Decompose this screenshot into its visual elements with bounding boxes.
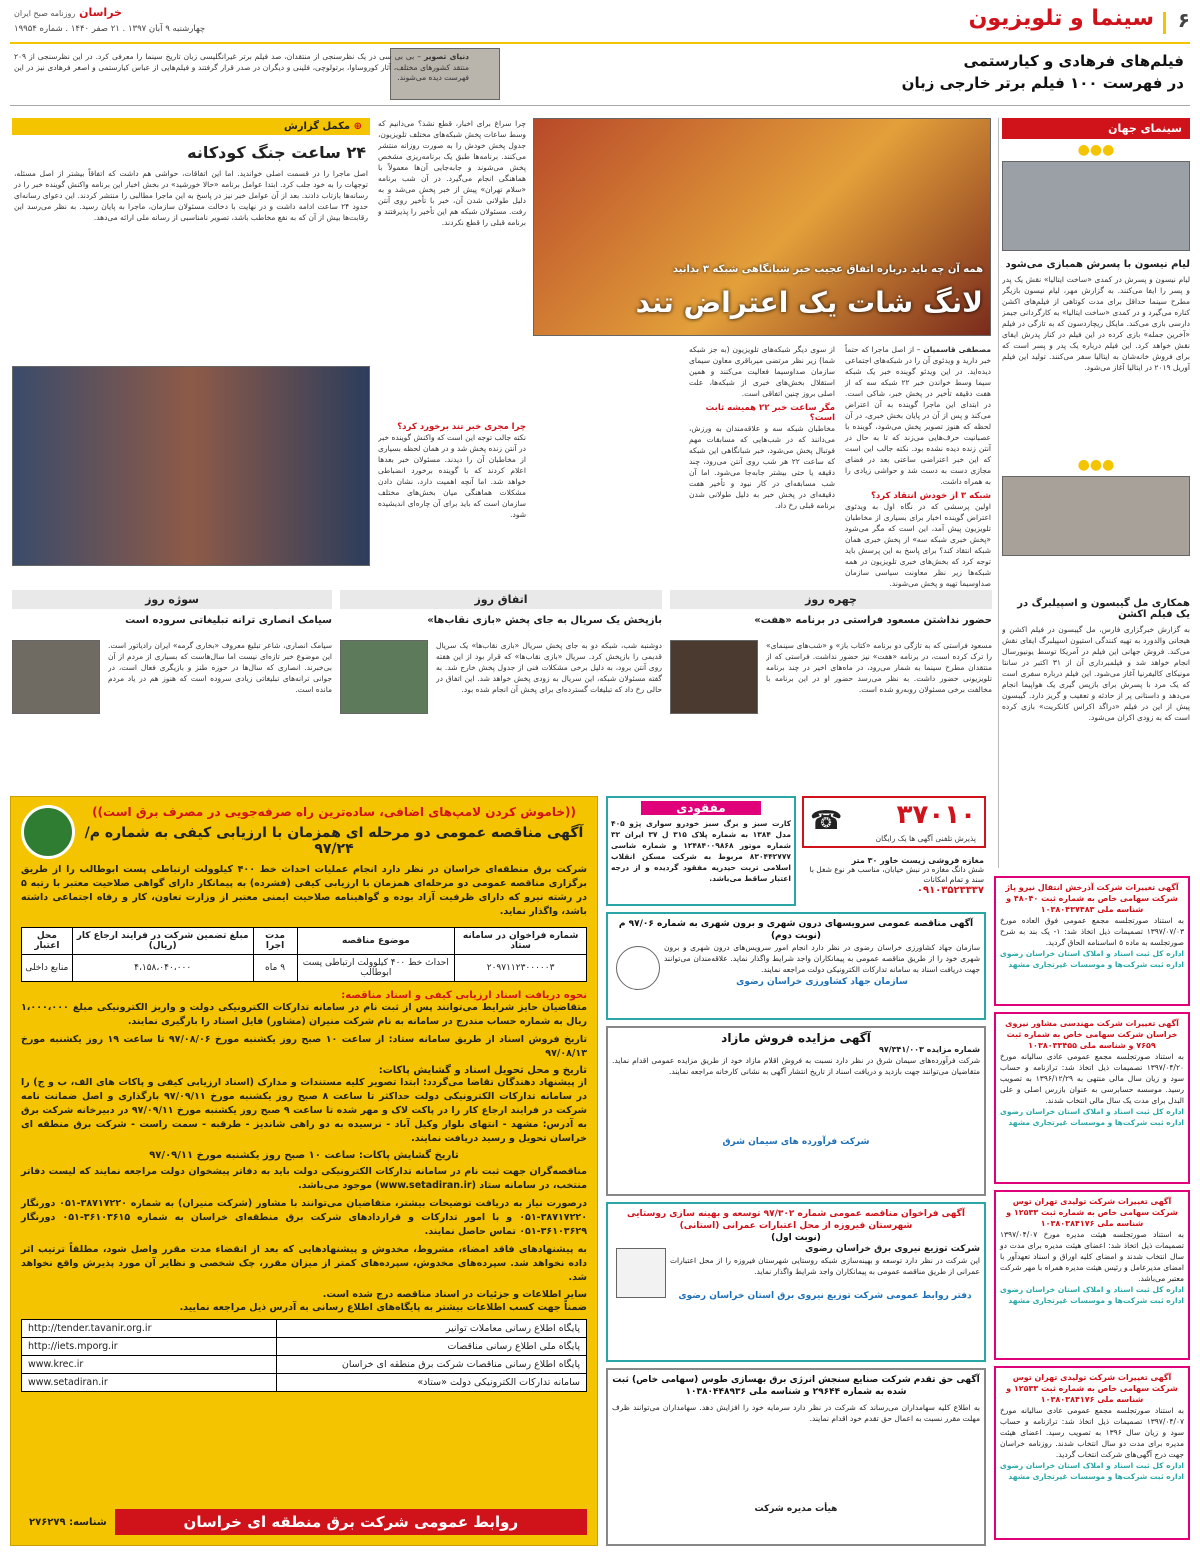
link-label: پایگاه اطلاع رسانی معاملات توانیر (276, 1320, 586, 1337)
tender-table (21, 927, 587, 982)
world-story2-body: به گزارش خبرگزاری فارس، مل گیبسون در فیلم اکشن و هیجانی والدورد به تهیه کنندگی استیون اسپیلبرگ ایفای نقش می‌کند. فروش جهانی این فیلم در آمریکا توسط یونیورسال انجام خواهد شد و فیلمبرداری آن از ۳۱ اکتبر در سانتا مونیکای کالیفرنیا آغاز می‌شود. این فیلم درباره سفری است که یک مرد با پسرش برای بازپس گیری یک هواپیما انجام می‌دهد و داستانی پر از حادثه و تعقیب و گریز دارد. گیبسون پیش از این در فیلم «دراگد اکراس کانکریت» بازی کرده است که به زودی اکران می‌شود. (1002, 625, 1190, 722)
right-ads (994, 876, 1190, 1546)
report-label-text: مکمل گزارش (283, 121, 351, 132)
tender-ad (10, 796, 598, 1546)
auction-title: آگهی مزایده فروش مازاد (721, 1031, 871, 1045)
phone-icon: ☎ (810, 806, 843, 836)
jahad-footer: سازمان جهاد کشاورزی خراسان رضوی (736, 977, 908, 987)
right-ad-title: آگهی تغییرات شرکت مهندسی مشاور نیروی خراسان شرکت سهامی خاص به شماره ثبت ۷۶۵۹ و شناسه ملی ۱۰۳۸۰۳۳۴۵۵ (1005, 1019, 1179, 1050)
right-ad (994, 1366, 1190, 1540)
tender-slogan: ((خاموش کردن لامپ‌های اضافی، ساده‌ترین راه صرفه‌جویی در مصرف برق است)) (92, 805, 576, 819)
jahad-ad (606, 912, 986, 1020)
tender-th: موضوع مناقصه (297, 928, 455, 955)
tender-p8: سایر اطلاعات و جزئیات در اسناد مناقصه درج شده است. (322, 1289, 587, 1300)
auction-body: شرکت فرآورده‌های سیمان شرق در نظر دارد نسبت به فروش اقلام مازاد خود از طریق مزایده عمومی اقدام نماید. متقاضیان می‌توانند جهت بازدید و دریافت اسناد از تاریخ انتشار آگهی به نشانی کارخانه مراجعه نمایند. (612, 1056, 980, 1076)
tender-link-row (21, 1320, 587, 1338)
tender-th: محل اعتبار (22, 928, 73, 955)
tender-logo (21, 805, 75, 859)
top-story-headline (902, 52, 1184, 92)
subject-of-day (12, 590, 332, 770)
phone-sub: پذیرش تلفنی آگهی ها یک رایگان (875, 834, 976, 843)
right-ad-title: آگهی تغییرات شرکت تولیدی تهران توس شرکت سهامی خاص به شماره ثبت ۱۲۵۳۳ و شناسه ملی ۱۰۳۸۰۳۸۴۱۷۶ (1006, 1373, 1178, 1404)
sanjesh-footer: هیأت مدیره شرکت (754, 1504, 838, 1514)
top-story-headline-line1: فیلم‌های فرهادی و کیارستمی (963, 52, 1184, 70)
report-headline: ۲۴ ساعت جنگ کودکانه (187, 143, 366, 162)
jahad-title: آگهی مناقصه عمومی سرویسهای درون شهری و برون شهری به شماره ۹۷/۰۶ م (نوبت دوم) (618, 919, 974, 941)
tender-intro: شرکت برق منطقه‌ای خراسان در نظر دارد انجام عملیات احداث خط ۴۰۰ کیلوولت ارتباطی پست ابوطالب را از طریق برگزاری مناقصه عمومی دو مرحله‌ای همزمان با ارزیابی کیفی (فشرده) به پیمانکار دارای گواهی صلاحیت معتبر با رتبه ۵ در رشته نیرو که دارای ظرفیت آزاد بوده و گواهینامه صلاحیت ایمنی معتبر از وزارت تعاون، کار و رفاه اجتماعی داشته باشد، واگذار نماید. (21, 864, 587, 917)
page-number: ۶ (1177, 8, 1190, 32)
tender-p3: از پیشنهاد دهندگان تقاضا می‌گردد: ابتدا تصویر کلیه مستندات و مدارک (اسناد ارزیابی کیفی و پاکات های الف، ب و ج) را در سامانه تدارکات الکترونیکی دولت حداکثر تا ساعت ۸ صبح روز یکشنبه مورخ ۹۷/۰۹/۱۱ بارگذاری و اصل ضمانت نامه شرکت در فرایند ارجاع کار را در پاکت لاک و مهر شده تا ساعت ۹ صبح روز یکشنبه مورخ ۹۷/۰۹/۱۱ در دبیرخانه شرکت برق به آدرس: مشهد - انتهای بلوار وکیل آباد - نرسیده به دو راهی شاندیز - طرقبه - سمت راست - شرکت برق منطقه ای خراسان تحویل و رسید دریافت نمایند. (21, 1077, 587, 1144)
tender-p1: متقاضیان حایز شرایط می‌توانند پس از ثبت نام در سامانه تدارکات الکترونیکی دولت و واریز الکترونیکی مبلغ ۱،۰۰۰،۰۰۰ ریال به شماره حساب مندرج در سامانه به نام شرکت منیران (مشاور) فایل اسناد را بارگیری نمایند. (21, 1002, 587, 1027)
auction-no: شماره مزایده ۹۷/۳۴۱/۰۰۳ (878, 1045, 980, 1054)
section-divider (1163, 12, 1166, 34)
tender-td: ۴،۱۵۸،۰۴۰،۰۰۰ (72, 955, 253, 982)
tender-p2: تاریخ فروش اسناد از طریق سامانه ستاد: از ساعت ۱۰ صبح روز یکشنبه مورخ ۹۷/۰۸/۰۶ تا ساعت ۱۹ روز یکشنبه مورخ ۹۷/۰۸/۱۳ (21, 1034, 588, 1059)
tender-table-row (22, 955, 587, 982)
report-body: اصل ماجرا را در قسمت اصلی خواندید. اما این اتفاقات، حواشی هم داشت که اتفاقاً بیشتر از اصل مسئله، توجهات را به خود جلب کرد. ابتدا عوامل برنامه «حالا خورشید» در بخش اخبار این برنامه واکنش گوینده خبر را در رسانه‌ها بازتاب دادند. بعد از آن عوامل خبر نیز در پاسخ به این ماجرا مطالبی را منتشر کردند. این دعوای رسانه‌ای حدود ۲۴ ساعت ادامه داشت و در نهایت با دخالت مسئولان سازمان، ماجرا به پایان رسید. به نظر می‌رسد این رقابت‌ها بیش از آن که به نفع مخاطب باشد، تصویر نامناسبی از رسانه ملی ارائه می‌دهد. (14, 169, 368, 222)
main-sub2: مگر ساعت خبر ۲۲ همیشه ثابت است؟ (705, 403, 835, 423)
report-photo (12, 366, 370, 566)
right-ad-title: آگهی تغییرات شرکت آذرخش انتقال نیرو پاژ شرکت سهامی خاص به شماره ثبت ۴۸۰۴۰ و شناسه ملی ۱۰۳۸۰۴۳۷۴۸۳ (1005, 883, 1179, 914)
link-label: سامانه تدارکات الکترونیکی دولت «ستاد» (276, 1374, 586, 1391)
shop-body: شش دانگ مغازه در نبش خیابان، مناسب هر نوع شغل با سند و تمام امکانات (809, 865, 984, 884)
toziee-title: آگهی فراخوان مناقصه عمومی شماره ۹۷/۳۰۲ توسعه و بهینه سازی روستایی شهرستان فیروزه از محل اعتبارات عمرانی (استانی) (627, 1209, 965, 1231)
masthead-rule (10, 42, 1190, 44)
world-story1-body: لیام نیسون و پسرش در کمدی «ساخت ایتالیا» نقش یک پدر و پسر را ایفا می‌کنند. به گزارش مهر، لیام نیسون بازیگر مطرح سینما حداقل برای مدت کوتاهی از فیلم‌های اکشن کناره می‌گیرد و در کمدی «ساخت ایتالیا» به کارگردانی جیمز دارسی بازی می‌کند. مایکل ریچاردسون که به تازگی در فیلم «آخرین جمله» بازی کرده در این فیلم در کنار پدرش ایفای نقش خواهد کرد. این فیلم درباره یک پدر و پسر است که برای فروش خانه‌شان به ایتالیا سفر می‌کنند. تولید این فیلم آوریل ۲۰۱۹ در ایتالیا آغاز می‌شود. (1002, 275, 1190, 372)
tender-td: ۲۰۹۷۱۱۲۳۰۰۰۰۰۳ (455, 955, 587, 982)
event-of-day (340, 590, 662, 770)
face-label: چهره روز (670, 590, 992, 609)
subject-headline: سیامک انصاری ترانه تبلیغاتی سروده است (125, 615, 332, 626)
right-column-rule (998, 118, 999, 868)
sanjesh-body: به اطلاع کلیه سهامداران می‌رساند که شرکت در نظر دارد سرمایه خود را افزایش دهد. سهامداران می‌توانند ظرف مهلت مقرر نسبت به اعمال حق تقدم خود اقدام نمایند. (612, 1403, 980, 1423)
tender-p5: مناقصه‌گران جهت ثبت نام در سامانه تدارکات الکترونیکی دولت باید به دفاتر پیشخوان دولت مراجعه نمایند که لیست دفاتر منتخب، در سامانه ستاد (www.setadiran.ir) موجود می‌باشد. (21, 1166, 587, 1191)
toziee-sub: (نوبت اول) (771, 1233, 821, 1243)
main-sub3: چرا مجری خبر تند برخورد کرد؟ (397, 422, 526, 432)
main-col3b: نکته جالب توجه این است که واکنش گوینده خبر در آنتن زنده پخش شد و در همان لحظه بسیاری از مخاطبان آن را دیدند. مسئولان خبر بعدها اعلام کردند که با گوینده برخورد انضباطی خواهد شد. اما آنچه اهمیت دارد، نشان دادن مشکلات هماهنگی میان بخش‌های مختلف سازمان است که باید برای آن چاره‌ای اندیشیده شود. (378, 433, 526, 519)
link-url[interactable]: http://iets.mporg.ir (28, 1341, 118, 1352)
tender-th: مدت اجرا (253, 928, 297, 955)
main-story-overline: همه آن چه باید درباره اتفاق عجیب خبر شبانگاهی شبکه ۳ بدانید (672, 264, 983, 275)
tender-td: ۹ ماه (253, 955, 297, 982)
world-story2-headline: همکاری مل گیبسون و اسپیلبرگ در یک فیلم اکشن (1017, 598, 1190, 620)
masthead (0, 0, 1200, 46)
toziee-logo (616, 1248, 666, 1298)
lost-title: مفقودی (641, 801, 761, 815)
phone-number: ۳۷۰۱۰ (896, 800, 976, 830)
dots-icon-2: ●●● (1077, 457, 1115, 473)
link-url[interactable]: http://tender.tavanir.org.ir (28, 1323, 152, 1334)
right-ad-footer: اداره کل ثبت اسناد و املاک استان خراسان رضوی اداره ثبت شرکت‌ها و موسسات غیرتجاری مشهد (1000, 1285, 1184, 1305)
tender-td: منابع داخلی (22, 955, 73, 982)
section-title: سینما و تلویزیون (968, 6, 1154, 31)
tender-links (21, 1319, 587, 1392)
link-label: پایگاه اطلاع رسانی مناقصات شرکت برق منطقه ای خراسان (276, 1356, 586, 1373)
tender-p9: ضمناً جهت کسب اطلاعات بیشتر به پایگاه‌های اطلاع رسانی به آدرس ذیل مراجعه نمایید. (179, 1302, 587, 1313)
face-photo (670, 640, 758, 714)
lost-ad (606, 796, 796, 906)
tender-th: مبلغ تضمین شرکت در فرایند ارجاع کار (ریال) (72, 928, 253, 955)
tender-p3-title: تاریخ و محل تحویل اسناد و گشایش پاکات: (378, 1065, 587, 1076)
right-ad-body: به استناد صورتجلسه هیئت مدیره مورخ ۱۳۹۷/۰۴/۰۷ تصمیمات ذیل اتخاذ شد: اعضای هیئت مدیره برای مدت دو سال انتخاب شدند و امضای کلیه اوراق و اسناد تعهدآور با امضای مدیرعامل و رئیس هیئت مدیره همراه با مهر شرکت معتبر می‌باشد. (1000, 1230, 1184, 1283)
auction-footer: شرکت فرآورده های سیمان شرق (722, 1137, 870, 1147)
paper-logo: خراسان (79, 6, 122, 19)
event-body: دوشنبه شب، شبکه دو به جای پخش سریال «بازی نقاب‌ها» یک سریال قدیمی را بازپخش کرد. سریال «بازی نقاب‌ها» که قرار بود از این هفته روی آنتن برود، به دلیل برخی مشکلات فنی از جدول پخش خارج شد. به گفته مسئولان شبکه، این سریال به زودی پخش خواهد شد. این اتفاق در حالی رخ داد که تبلیغات گسترده‌ای برای پخش آن انجام شده بود. (436, 641, 662, 694)
tender-th: شماره فراخوان در سامانه ستاد (455, 928, 587, 955)
main-col2: از سوی دیگر شبکه‌های تلویزیون (به جز شبکه شما) زیر نظر مرتضی میرباقری معاون سیمای سازمان صداوسیما فعالیت می‌کنند و همین استقلال بخش‌های خبری از شبکه‌ها، علت اصلی بروز چنین اتفاقی است. (689, 345, 835, 398)
right-ad-body: به استناد صورتجلسه مجمع عمومی عادی سالیانه مورخ ۱۳۹۷/۰۴/۲۰ تصمیمات ذیل اتخاذ شد: ترازنامه و حساب سود و زیان سال مالی منتهی به ۱۳۹۶/۱۲/۲۹ به تصویب رسید. موسسه حسابرسی به عنوان بازرس اصلی و علی البدل برای مدت یک سال مالی انتخاب شدند. (1000, 1052, 1185, 1105)
link-label: پایگاه ملی اطلاع رسانی مناقصات (276, 1338, 586, 1355)
main-story (533, 118, 991, 588)
shop-phone: ۰۹۱۰۳۵۲۳۳۳۷ (916, 885, 984, 896)
main-story-author: مصطفی قاسمیان (923, 345, 991, 354)
main-col-mid (689, 344, 835, 563)
main-col-left (378, 118, 526, 576)
right-ad (994, 1190, 1190, 1360)
main-col1b: اولین پرسشی که در نگاه اول به ویدئوی اعتراض گوینده اخبار برای بسیاری از مخاطبان تلویزیون پیش آمد، این است که مگر می‌شود «پخش خبری شبکه سه» از پخش خبری همان شبکه انتقاد کند؟ برای پاسخ به این پرسش باید توجه کرد که بخش‌های خبری تلویزیون در همه شبکه‌ها زیر نظر معاونت سیاسی سازمان صداوسیما تهیه و پخش می‌شوند. (845, 502, 991, 588)
tender-p6: درصورت نیاز به دریافت توضیحات بیشتر، متقاضیان می‌توانند با مشاور (شرکت منیران) به شماره ۳۸۷۱۷۲۲۰-۰۵۱ دورنگار ۳۸۷۱۷۲۲۰-۰۵۱ و با امور تدارکات و قراردادهای شرکت برق منطقه‌ای خراسان به شماره ۳۶۱۰۳۶۱۵-۰۵۱ دورنگار ۳۶۱۰۳۶۲۹-۰۵۱ تماس حاصل نمایند. (21, 1198, 587, 1237)
world-photo-1 (1002, 161, 1190, 251)
paper-sub: روزنامه صبح ایران (14, 9, 76, 18)
main-col-right (845, 344, 991, 611)
top-strip-rule (10, 105, 1190, 106)
top-story-kicker: دنیای تصویر (423, 52, 469, 61)
middle-ads (606, 796, 986, 1546)
report-label (12, 118, 370, 135)
lost-body: کارت سبز و برگ سبز خودرو سواری پژو ۴۰۵ مدل ۱۳۸۴ به شماره پلاک ۳۱۵ ل ۳۷ ایران ۳۲ شماره موتور ۱۲۴۸۴۰۰۹۸۶۸ و شماره شاسی ۸۳۰۴۴۲۷۷۷ مربوط به شرکت مسکن انقلاب اسلامی تربت حیدریه مفقود گردیده و از درجه اعتبار ساقط می‌باشد. (611, 819, 791, 883)
top-story-text: – بی بی سی در یک نظرسنجی از منتقدان، صد فیلم برتر غیرانگلیسی زبان تاریخ سینما را معرفی کرد. در این نظرسنجی از ۲۰۹ منتقد کشورهای مختلف، آثار کوروساوا، برتولوچی، فلینی و دیگران در صدر قرار گرفتند و فیلم‌هایی از عباس کیارستمی و اصغر فرهادی نیز در این فهرست دیده می‌شوند. (14, 52, 469, 82)
right-ad-body: به استناد صورتجلسه مجمع عمومی فوق العاده مورخ ۱۳۹۷/۰۷/۰۳ تصمیمات ذیل اتخاذ شد: ۱- یک بند به شرح صورتجلسه به ماده ۵ اساسنامه الحاق گردید. (1000, 916, 1184, 947)
sanjesh-ad (606, 1368, 986, 1546)
main-col3: چرا سراغ برای اخبار، قطع نشد؟ می‌دانیم که وسط ساعات پخش شبکه‌های مختلف تلویزیون، جدول پخش خودش را به صورت روزانه منتشر می‌کنند. برنامه‌ها طبق یک برنامه‌ریزی مشخص پخش می‌شوند و جابه‌جایی آن‌ها معمولاً با هماهنگی انجام می‌گیرد. در آن شب برنامه «سلام تهران» پیش از خبر پخش می‌شد و به دلیل طولانی شدن آن، خبر با تأخیر روی آنتن رفت. مسئولان شبکه هم این تأخیر را پذیرفتند و برنامه قبلی را قطع نکردند. (378, 119, 526, 227)
main-col2b: مخاطبان شبکه سه و علاقه‌مندان به ورزش، می‌دانند که در شب‌هایی که مسابقات مهم فوتبال پخش می‌شود، خبر شبانگاهی این شبکه که ساعت ۲۲ هر شب روی آنتن می‌رود، چند دقیقه یا حتی بیشتر جابه‌جا می‌شود. اما آن شب مسابقه‌ای در کار نبود و تأخیر هفت دقیقه‌ای در پخش خبر به دلیل طولانی شدن برنامه قبلی رخ داد. (689, 424, 835, 510)
top-story-body (14, 52, 469, 84)
event-label: اتفاق روز (340, 590, 662, 609)
auction-ad (606, 1026, 986, 1196)
right-ad-footer: اداره کل ثبت اسناد و املاک استان خراسان رضوی اداره ثبت شرکت‌ها و موسسات غیرتجاری مشهد (1000, 949, 1184, 969)
right-ad-footer: اداره کل ثبت اسناد و املاک استان خراسان رضوی اداره ثبت شرکت‌ها و موسسات غیرتجاری مشهد (1000, 1107, 1184, 1127)
subject-photo (12, 640, 100, 714)
right-ad-body: به استناد صورتجلسه مجمع عمومی عادی سالیانه مورخ ۱۳۹۷/۰۴/۰۷ تصمیمات ذیل اتخاذ شد: ترازنامه و حساب سود و زیان سال ۱۳۹۶ به تصویب رسید. اعضای هیئت مدیره برای مدت دو سال انتخاب شدند. روزنامه خراسان جهت درج آگهی‌های شرکت انتخاب گردید. (1000, 1406, 1184, 1459)
world-photo-2 (1002, 476, 1190, 556)
tender-footer: روابط عمومی شرکت برق منطقه ای خراسان (115, 1509, 587, 1535)
link-url[interactable]: www.setadiran.ir (28, 1377, 108, 1388)
tender-p7: به پیشنهادهای فاقد امضاء، مشروط، مخدوش و پیشنهادهایی که بعد از انقضاء مدت مقرر واصل شود، مطلقاً ترتیب اثر داده نخواهد شد. سپرده‌های مخدوش، سپرده‌های کمتر از میزان مقرر، چک شخصی و نظایر آن مورد پذیرش واقع نخواهد شد. (21, 1244, 587, 1283)
tender-title: آگهی مناقصه عمومی دو مرحله ای همزمان با ارزیابی کیفی به شماره م/ ۹۷/۲۴ (84, 825, 584, 857)
world-story1-headline: لیام نیسون با پسرش همبازی می‌شود (1005, 259, 1190, 270)
main-story-headline: لانگ شات یک اعتراض تند (635, 286, 983, 319)
main-sub1: شبکه ۳ از خودش انتقاد کرد؟ (870, 491, 991, 501)
tender-link-row (21, 1338, 587, 1356)
toziee-ad (606, 1202, 986, 1362)
tender-p1-title: نحوه دریافت اسناد ارزیابی کیفی و اسناد مناقصه: (341, 990, 587, 1001)
world-cinema-column (1002, 118, 1190, 588)
right-ad-footer: اداره کل ثبت اسناد و املاک استان خراسان رضوی اداره ثبت شرکت‌ها و موسسات غیرتجاری مشهد (1000, 1461, 1184, 1481)
right-ad-title: آگهی تغییرات شرکت تولیدی تهران توس شرکت سهامی خاص به شماره ثبت ۱۲۵۳۳ و شناسه ملی ۱۰۳۸۰۳۸۴۱۷۶ (1006, 1197, 1178, 1228)
sanjesh-title: آگهی حق تقدم شرکت صنایع سنجش انرژی برق بهسازی طوس (سهامی خاص) ثبت شده به شماره ۲۹۶۴۴ و شناسه ملی ۱۰۳۸۰۴۴۸۹۳۶ (612, 1375, 980, 1397)
mini-columns (12, 590, 992, 770)
paper-name (14, 6, 122, 19)
tender-link-row (21, 1356, 587, 1374)
toziee-body: این شرکت در نظر دارد توسعه و بهینه‌سازی شبکه روستایی شهرستان فیروزه را از محل اعتبارات عمرانی از طریق مناقصه عمومی به پیمانکاران واجد شرایط واگذار نماید. (670, 1256, 980, 1276)
top-story (10, 48, 1190, 104)
phone-ad (802, 796, 986, 848)
tender-footer-bar (21, 1507, 587, 1537)
toziee-company: شرکت توزیع نیروی برق خراسان رضوی (805, 1244, 980, 1254)
jahad-body: سازمان جهاد کشاورزی خراسان رضوی در نظر دارد انجام امور سرویس‌های درون شهری و برون شهری خود را از طریق مناقصه عمومی به پیمانکاران واجد شرایط واگذار نماید. علاقه‌مندان می‌توانند جهت دریافت اسناد به سامانه تدارکات الکترونیکی دولت مراجعه نمایند. (664, 943, 980, 974)
dots-icon: ●●● (1077, 142, 1115, 158)
issue-line: چهارشنبه ۹ آبان ۱۳۹۷ . ۲۱ صفر ۱۴۴۰ . شماره ۱۹۹۵۴ (14, 24, 206, 34)
subject-body: سیامک انصاری، شاعر تبلیغ معروف «بخاری گرمه» ایران رادیاتور است. این موضوع خبر تازه‌ای نیست اما سال‌هاست که بسیاری از مردم از آن بی‌خبرند. انصاری که سال‌ها در حوزه طنز و بازیگری فعال است، در جوانی ترانه‌های تبلیغاتی زیادی سروده است که هنوز هم در یاد مردم مانده است. (108, 641, 332, 694)
right-ad (994, 876, 1190, 1006)
jahad-logo (616, 946, 660, 990)
top-story-headline-line2: در فهرست ۱۰۰ فیلم برتر خارجی زبان (901, 74, 1184, 92)
main-col1: – از اصل ماجرا که حتماً خبر دارید و ویدئوی آن را در شبکه‌های اجتماعی دیده‌اید. در این ویدئو گوینده خبر یک شبکه سیما وسط خواندن خبر ۲۲ شبکه سه که از هفت دقیقه تأخیر در پخش خبر، شاکی است. در ابتدای این ماجرا گوینده به آن اعتراض می‌کند و پس از آن در پایان بخش خبری، در آن لحظه که هنوز تصویر پخش می‌شود، گوینده با عصبانیت حرف‌هایی می‌زند که تا به حال در آنتن زنده دیده نشده بود. نکته جالب این است که این خبر اعتراضی ساعتی بعد در فضای مجازی دست به دست شد و حواشی زیادی را به همراه داشت. (845, 345, 991, 486)
tender-td: احداث خط ۴۰۰ کیلوولت ارتباطی پست ابوطالب (297, 955, 455, 982)
tender-id: شناسه: ۲۷۶۲۷۹ (29, 1516, 107, 1528)
tender-table-header (22, 928, 587, 955)
report-box (12, 118, 370, 576)
face-headline: حضور نداشتن مسعود فراستی در برنامه «هفت» (754, 615, 992, 626)
tender-p4: تاریخ گشایش پاکات: ساعت ۱۰ صبح روز یکشنبه مورخ ۹۷/۰۹/۱۱ (149, 1150, 459, 1161)
world-story2 (1002, 594, 1190, 866)
shop-ad (802, 854, 986, 906)
tender-link-row (21, 1374, 587, 1392)
right-ad (994, 1012, 1190, 1184)
face-of-day (670, 590, 992, 770)
subject-label: سوژه روز (12, 590, 332, 609)
event-headline: بازپخش یک سریال به جای پخش «بازی نقاب‌ها» (427, 615, 662, 626)
toziee-footer: دفتر روابط عمومی شرکت توزیع نیروی برق استان خراسان رضوی (678, 1291, 972, 1301)
link-url[interactable]: www.krec.ir (28, 1359, 84, 1370)
plus-icon: ⊕ (353, 121, 362, 132)
shop-title: مغازه فروشی زیست خاور ۳۰ متر (851, 856, 984, 865)
face-body: مسعود فراستی که به تازگی دو برنامه «کتاب باز» و «شب‌های سینمای» را ترک کرده است، در برنامه «هفت» نیز حضور نداشت. فراستی که از منتقدان مطرح سینما به شمار می‌رود، در ماه‌های اخیر در چند برنامه تلویزیونی حضور داشت. به نظر می‌رسد حضور او در این برنامه با مخالفت برخی مسئولان روبه‌رو شده است. (766, 641, 992, 694)
world-cinema-label: سینمای جهان (1002, 118, 1190, 139)
event-photo (340, 640, 428, 714)
